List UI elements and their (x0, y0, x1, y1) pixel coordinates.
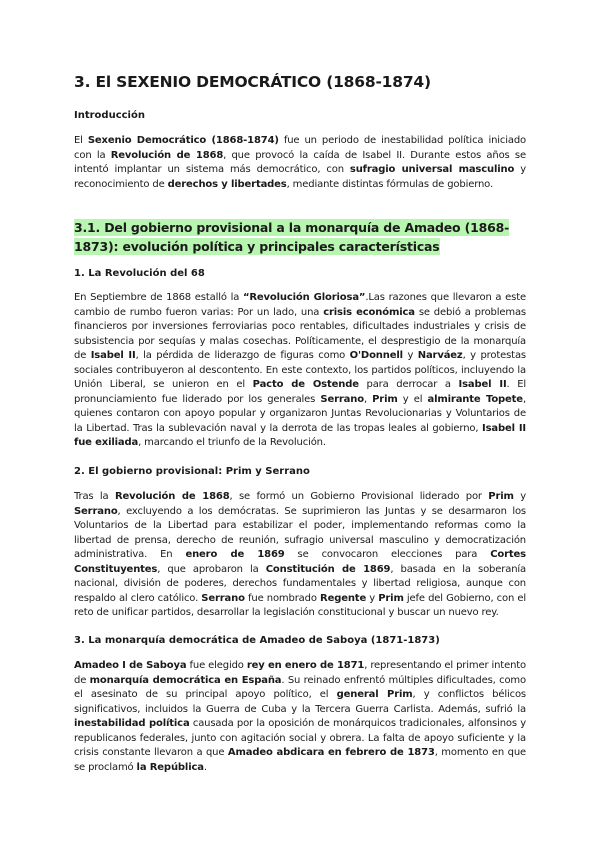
bold-term: Regente (320, 592, 367, 604)
bold-term: derechos y libertades (167, 178, 287, 190)
bold-term: general Prim (336, 689, 413, 700)
intro-paragraph: El Sexenio Democrático (1868-1874) fue un periodo de inestabilidad política iniciado con la Revolución de 1868, que provocó la caída de Isabel II. Durante estos años se intentó implantar un sistema más democrático, con sufragio universal masculino y reconocimiento de derechos y libertades, mediante distintas fórmulas de gobierno. (74, 135, 527, 190)
subsection-heading-2: 2. El gobierno provisional: Prim y Serrano (74, 466, 310, 477)
intro-heading: Introducción (74, 110, 145, 121)
bold-term: crisis económica (323, 306, 415, 318)
bold-term: Sexenio Democrático (1868-1874) (87, 135, 279, 146)
bold-term: “Revolución Gloriosa” (242, 292, 366, 303)
bold-term: Prim (378, 592, 404, 604)
bold-term: almirante Topete (427, 393, 523, 405)
section-heading (74, 218, 526, 256)
bold-term: Serrano (74, 505, 118, 517)
bold-term: Prim (488, 491, 514, 502)
bold-term: Cortes Constituyentes (74, 549, 526, 575)
subsection-paragraph-3: Amadeo I de Saboya fue elegido rey en enero de 1871, representando el primer intento de monarquía democrática en España. Su reinado enfrentó múltiples dificultades, como el asesinato de su principal apoyo político, el general Prim, y conflictos bélicos significativos, incluidos la Guerra de Cuba y la Tercera Guerra Carlista. Además, sufrió la inestabilidad política causada por la oposición de monárquicos tradicionales, alfonsinos y republicanos federales, junto con agitación social y obrera. La falta de apoyo suficiente y la crisis constante llevaron a que Amadeo abdicara en febrero de 1873, momento en que se proclamó la República. (74, 660, 527, 773)
bold-term: inestabilidad política (74, 718, 190, 729)
subsection-heading-3: 3. La monarquía democrática de Amadeo de Saboya (1871-1873) (74, 635, 440, 646)
subsection-paragraph-2: Tras la Revolución de 1868, se formó un Gobierno Provisional liderado por Prim y Serrano, excluyendo a los demócratas. Se suprimieron las Juntas y se desarmaron los Voluntarios de la Libertad para estabilizar el poder, implementando reformas como la libertad de prensa, derecho de reunión, sufragio universal masculino y democratización administrativa. En enero de 1869 se convocaron elecciones para Cortes Constituyentes, que aprobaron la Constitución de 1869, basada en la soberanía nacional, división de poderes, derechos fundamentales y libertad religiosa, aunque con respaldo al clero católico. Serrano fue nombrado Regente y Prim jefe del Gobierno, con el reto de unificar partidos, desarrollar la legislación constitucional y buscar un nuevo rey. (74, 491, 526, 618)
subsection-heading-1: 1. La Revolución del 68 (74, 268, 205, 279)
bold-term: Isabel II fue exiliada (74, 422, 526, 448)
bold-term: Prim (372, 393, 398, 405)
bold-term: Revolución de 1868 (110, 149, 224, 161)
bold-term: enero de 1869 (185, 549, 285, 560)
bold-term: monarquía democrática en España (89, 674, 282, 686)
subsection-paragraph-1: En Septiembre de 1868 estalló la “Revolución Gloriosa”.Las razones que llevaron a este cambio de rumbo fueron varias: Por un lado, una crisis económica se debió a problemas financieros por inversiones ferroviarias poco rentables, dificultades industriales y crisis de subsistencia por sequías y malas cosechas. Políticamente, el desprestigio de la monarquía de Isabel II, la pérdida de liderazgo de figuras como O'Donnell y Narváez, y protestas sociales contribuyeron al descontento. En este contexto, los partidos políticos, incluyendo la Unión Liberal, se unieron en el Pacto de Ostende para derrocar a Isabel II. El pronunciamiento fue liderado por los generales Serrano, Prim y el almirante Topete, quienes contaron con apoyo popular y organizaron Juntas Revolucionarias y Voluntarios de la Libertad. Tras la sublevación naval y la derrota de las tropas leales al gobierno, Isabel II fue exiliada, marcando el triunfo de la Revolución. (74, 292, 526, 448)
bold-term: O'Donnell (349, 350, 403, 361)
bold-term: Isabel II (458, 379, 507, 390)
bold-term: Serrano (320, 393, 364, 405)
bold-term: Isabel II (90, 350, 136, 361)
bold-term: Amadeo abdicara en febrero de 1873 (227, 747, 435, 758)
document-title: 3. El SEXENIO DEMOCRÁTICO (1868-1874) (74, 73, 431, 91)
bold-term: rey en enero de 1871 (246, 660, 365, 671)
bold-term: sufragio universal masculino (349, 164, 515, 175)
bold-term: Amadeo I de Saboya (74, 660, 187, 671)
bold-term: la República (136, 761, 204, 773)
bold-term: Constitución de 1869 (265, 563, 391, 575)
bold-term: Pacto de Ostende (252, 379, 359, 390)
bold-term: Revolución de 1868 (114, 491, 230, 502)
bold-term: Narváez (417, 350, 463, 361)
section-heading-text: 3.1. Del gobierno provisional a la monarquía de Amadeo (1868-1873): evolución política y principales características (74, 220, 510, 254)
bold-term: Serrano (201, 592, 245, 604)
